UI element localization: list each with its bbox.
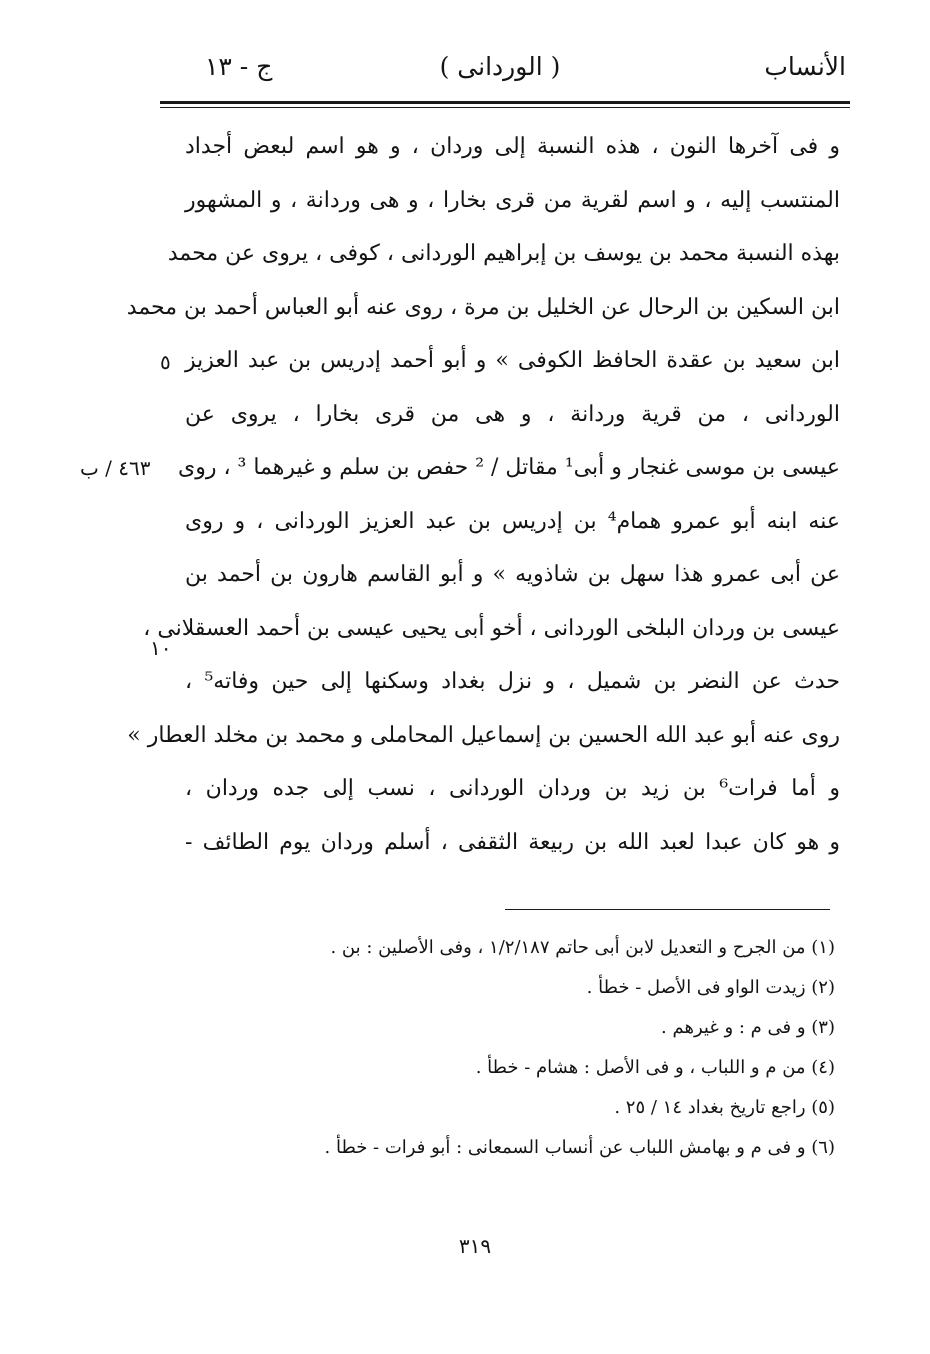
footnote: (٣) و فى م : و غيرهم . xyxy=(661,1017,835,1038)
text-line: عنه ابنه أبو عمرو همام⁴ بن إدريس بن عبد العزيز الوردانى ، و روى xyxy=(185,508,840,534)
header-book-title: الأنساب xyxy=(764,52,846,81)
header-entry-title: ( الوردانى ) xyxy=(439,52,561,81)
text-line: و هو كان عبدا لعبد الله بن ربيعة الثقفى ، أسلم وردان يوم الطائف - xyxy=(185,829,840,855)
text-line: ابن سعيد بن عقدة الحافظ الكوفى » و أبو أحمد إدريس بن عبد العزيز xyxy=(185,348,840,373)
footnote: (٥) راجع تاريخ بغداد ١٤ / ٢٥ . xyxy=(614,1097,835,1118)
line-number-5: ٥ xyxy=(160,350,171,374)
header-volume: ج - ١٣ xyxy=(205,52,273,81)
text-line: ابن السكين بن الرحال عن الخليل بن مرة ، روى عنه أبو العباس أحمد بن محمد xyxy=(126,294,840,320)
footnote: (١) من الجرح و التعديل لابن أبى حاتم ١/٢/١٨٧ ، وفى الأصلين : بن . xyxy=(330,937,835,958)
text-line: و أما فرات⁶ بن زيد بن وردان الوردانى ، نسب إلى جده وردان ، xyxy=(185,776,840,801)
page-number: ٣١٩ xyxy=(458,1234,492,1258)
text-line: عيسى بن وردان البلخى الوردانى ، أخو أبى يحيى عيسى بن أحمد العسقلانى ، xyxy=(143,615,840,641)
text-line: حدث عن النضر بن شميل ، و نزل بغداد وسكنها إلى حين وفاته⁵ ، xyxy=(185,669,840,694)
manuscript-folio-marker: ٤٦٣ / ب xyxy=(80,456,151,480)
footnote-rule xyxy=(505,909,830,910)
text-line: روى عنه أبو عبد الله الحسين بن إسماعيل المحاملى و محمد بن مخلد العطار » xyxy=(127,722,840,748)
header-rule-thick xyxy=(160,101,850,104)
text-line: و فى آخرها النون ، هذه النسبة إلى وردان ، و هو اسم لبعض أجداد xyxy=(185,134,840,159)
line-number-10: ١٠ xyxy=(150,636,172,660)
text-line: عيسى بن موسى غنجار و أبى¹ مقاتل / ² حفص بن سلم و غيرهما ³ ، روى xyxy=(177,455,840,480)
text-line: بهذه النسبة محمد بن يوسف بن إبراهيم الوردانى ، كوفى ، يروى عن محمد xyxy=(167,241,840,266)
footnote: (٤) من م و اللباب ، و فى الأصل : هشام - خطأ . xyxy=(475,1057,835,1078)
footnote: (٦) و فى م و بهامش اللباب عن أنساب السمعانى : أبو فرات - خطأ . xyxy=(324,1137,835,1158)
text-line: المنتسب إليه ، و اسم لقرية من قرى بخارا ، و هى وردانة ، و المشهور xyxy=(185,187,840,213)
footnote: (٢) زيدت الواو فى الأصل - خطأ . xyxy=(586,977,835,998)
text-line: عن أبى عمرو هذا سهل بن شاذويه » و أبو القاسم هارون بن أحمد بن xyxy=(185,562,840,587)
running-header xyxy=(150,52,850,96)
text-line: الوردانى ، من قرية وردانة ، و هى من قرى بخارا ، يروى عن xyxy=(185,401,840,427)
header-rule-thin xyxy=(160,107,850,108)
footnotes xyxy=(180,928,835,1168)
